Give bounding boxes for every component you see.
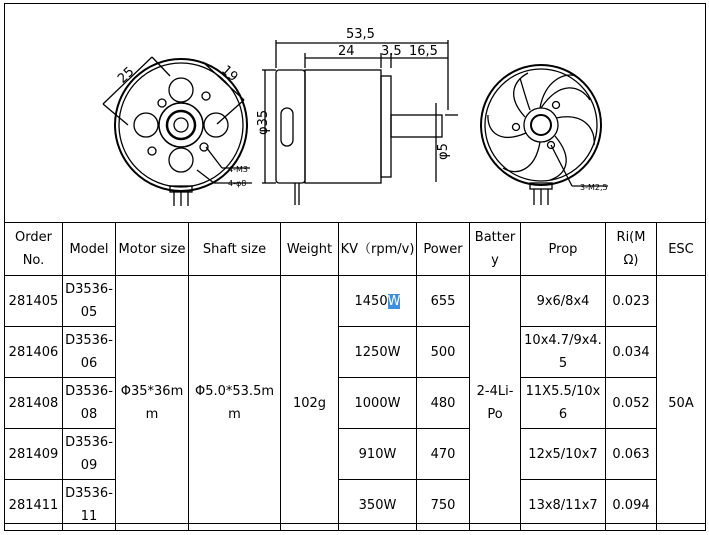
header-prop: Prop (521, 223, 606, 276)
cell-kv: 1000W (339, 378, 417, 429)
dim-body-diameter: φ35 (256, 109, 271, 135)
cell-order: 281408 (5, 378, 63, 429)
cell-kv: 910W (339, 429, 417, 480)
cell-prop: 12x5/10x7 (521, 429, 606, 480)
table-row (5, 378, 706, 429)
note-4-m3: 4-M3 (228, 165, 248, 174)
header-order-no: Order No. (5, 223, 63, 276)
dim-19-label: 19 (218, 62, 241, 86)
cell-ri: 0.034 (606, 327, 657, 378)
side-view (262, 40, 458, 205)
cell-order: 281406 (5, 327, 63, 378)
header-kv: KV（rpm/v) (339, 223, 417, 276)
cell-order: 281409 (5, 429, 63, 480)
dim-shaft-diameter: φ5 (436, 143, 451, 160)
cell-prop: 10x4.7/9x4.5 (521, 327, 606, 378)
cell-kv: 1250W (339, 327, 417, 378)
table-row (5, 276, 706, 327)
cell-power: 480 (417, 378, 470, 429)
cell-prop: 13x8/11x7 (521, 480, 606, 531)
cell-motor-size: Φ35*36mm (116, 276, 189, 531)
header-power: Power (417, 223, 470, 276)
cell-power: 750 (417, 480, 470, 531)
cell-weight: 102g (281, 276, 339, 531)
cell-model: D3536-06 (63, 327, 116, 378)
header-weight: Weight (281, 223, 339, 276)
cell-esc: 50A (657, 276, 706, 531)
table-row (5, 480, 706, 531)
cell-prop: 9x6/8x4 (521, 276, 606, 327)
dim-body-length: 24 (338, 44, 355, 59)
cell-model: D3536-05 (63, 276, 116, 327)
dim-total-length: 53,5 (346, 27, 375, 42)
cell-ri: 0.052 (606, 378, 657, 429)
kv-value: 1450 (354, 293, 388, 309)
motor-technical-drawing (0, 0, 709, 222)
cell-kv: 350W (339, 480, 417, 531)
cell-ri: 0.063 (606, 429, 657, 480)
table-row (5, 327, 706, 378)
note-3-m25: 3-M2,5 (580, 183, 608, 192)
cell-order: 281411 (5, 480, 63, 531)
cell-ri: 0.094 (606, 480, 657, 531)
cell-model: D3536-11 (63, 480, 116, 531)
kv-selected-text[interactable]: W (387, 293, 401, 309)
header-battery: Battery (470, 223, 521, 276)
cell-ri: 0.023 (606, 276, 657, 327)
cell-order: 281405 (5, 276, 63, 327)
cell-power: 500 (417, 327, 470, 378)
cell-kv (339, 276, 417, 327)
table-row (5, 429, 706, 480)
table-header-row (5, 223, 706, 276)
cell-model: D3536-09 (63, 429, 116, 480)
note-4-phi8: 4-φ8 (228, 179, 247, 188)
dim-gap: 3,5 (381, 44, 402, 59)
cell-battery: 2-4Li-Po (470, 276, 521, 531)
cell-model: D3536-08 (63, 378, 116, 429)
spec-table (4, 222, 706, 531)
dim-25-label: 25 (115, 64, 138, 87)
dim-shaft-length: 16,5 (409, 44, 438, 59)
cell-power: 470 (417, 429, 470, 480)
cell-shaft-size: Φ5.0*53.5mm (189, 276, 281, 531)
header-esc: ESC (657, 223, 706, 276)
cell-power: 655 (417, 276, 470, 327)
header-motor-size: Motor size (116, 223, 189, 276)
header-shaft-size: Shaft size (189, 223, 281, 276)
cell-prop: 11X5.5/10x6 (521, 378, 606, 429)
header-model: Model (63, 223, 116, 276)
header-ri: Ri(M Ω) (606, 223, 657, 276)
